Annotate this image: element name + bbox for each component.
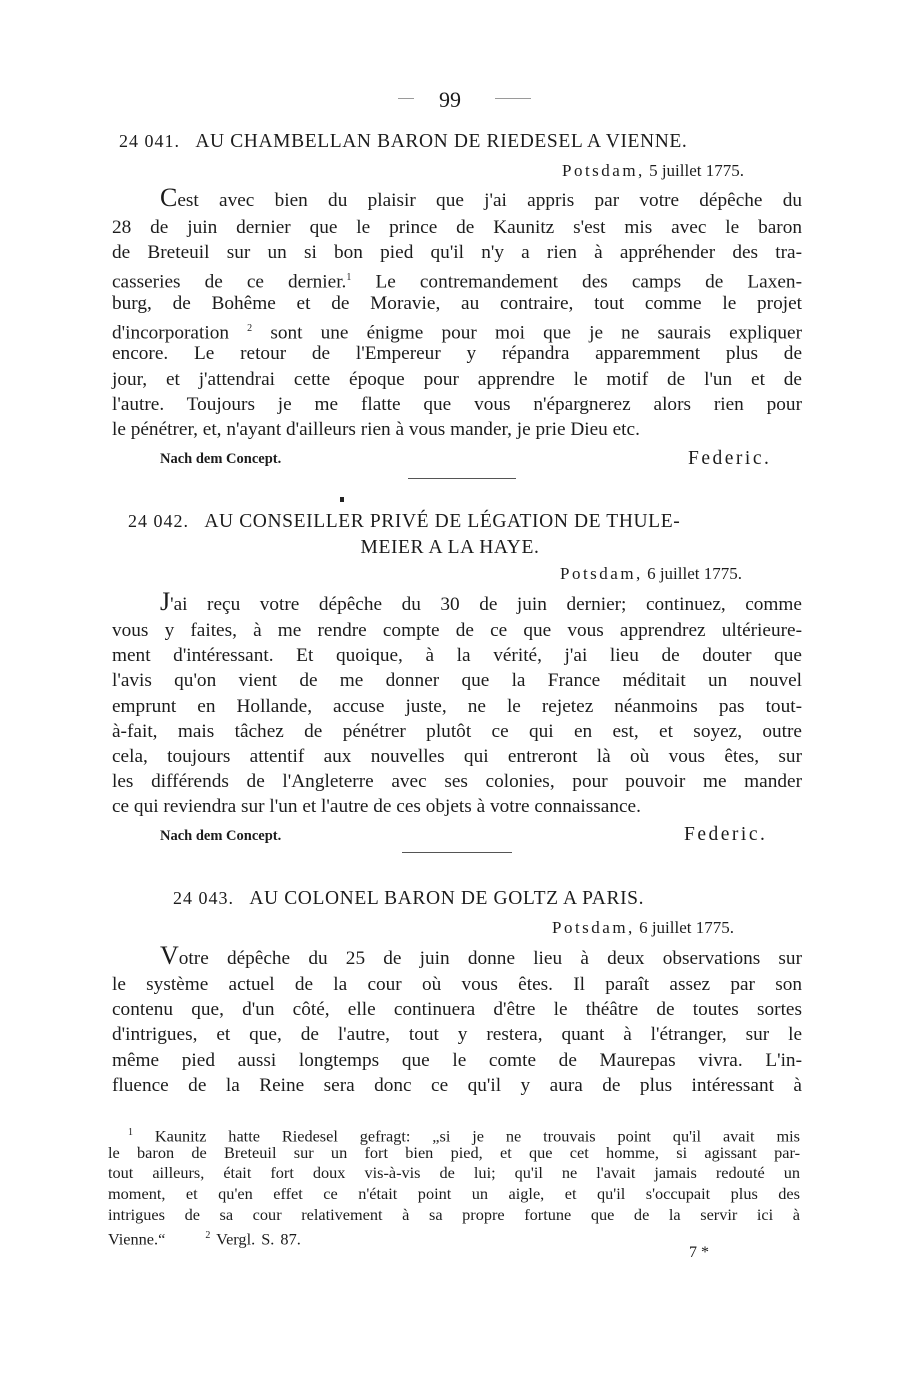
- initial-letter: V: [160, 941, 179, 970]
- dateline-place: Potsdam,: [560, 564, 643, 583]
- footnote-line: $^1$ Kaunitz hatte Riedesel gefragt: „si je ne trouvais point qu'il avait mis: [128, 1126, 800, 1146]
- letter-title: AU COLONEL BARON DE GOLTZ A PARIS.: [249, 888, 645, 909]
- source-note: Nach dem Concept.: [160, 828, 282, 844]
- dateline-date: 6 juillet 1775.: [639, 918, 734, 937]
- signature: Federic.: [688, 448, 772, 469]
- letter-dateline: [562, 161, 744, 181]
- text-line: ce qui reviendra sur l'un et l'autre de ces objets à votre connaissance.: [112, 796, 641, 817]
- text-line: fluence de la Reine sera donc ce qu'il y aura de plus intéressant à: [112, 1075, 802, 1096]
- footnote-line: Vienne.“ $^2$ Vergl. S. 87.: [108, 1229, 301, 1249]
- footnote-mark: 1: [128, 1127, 133, 1138]
- letter-heading: [119, 131, 687, 153]
- text-line: les différends de l'Angleterre avec ses colonies, pour pouvoir me mander: [112, 771, 802, 792]
- text-line: contenu que, d'un côté, elle continuera d'être le théâtre de toutes sortes: [112, 999, 802, 1020]
- footnote-line: moment, et qu'en effet ce n'était point un aigle, et qu'il s'occupait plus des: [108, 1184, 800, 1203]
- footnote-line: le baron de Breteuil sur un fort bien pied, et que cet homme, si agissant par-: [108, 1143, 800, 1162]
- section-divider: [408, 478, 516, 479]
- text-line: même pied aussi longtemps que le comte de Maurepas vivra. L'in-: [112, 1050, 802, 1071]
- text-line: le pénétrer, et, n'ayant d'ailleurs rien à vous mander, je prie Dieu etc.: [112, 419, 640, 440]
- initial-letter: J: [160, 587, 171, 616]
- section-divider: [402, 852, 512, 853]
- text-line: le système actuel de la cour où vous êtes. Il paraît assez par son: [112, 974, 802, 995]
- text-line: à-fait, mais tâchez de pénétrer plutôt ce qui en est, et soyez, outre: [112, 721, 802, 742]
- text-line: Votre dépêche du 25 de juin donne lieu à deux observations sur: [160, 941, 802, 970]
- letter-title: AU CHAMBELLAN BARON DE RIEDESEL A VIENNE.: [195, 131, 688, 152]
- text-line: vous y faites, à me rendre compte de ce que vous apprendrez ultérieure-: [112, 620, 802, 641]
- letter-heading: [173, 888, 644, 910]
- text-line: de Breteuil sur un si bon pied qu'il n'y a rien à appréhender des tra-: [112, 242, 802, 263]
- letter-title-continued: MEIER A LA HAYE.: [360, 537, 540, 558]
- text-line: J'ai reçu votre dépêche du 30 de juin dernier; continuez, comme: [160, 587, 802, 616]
- signature: Federic.: [684, 824, 768, 845]
- text-line: casseries de ce dernier.$^1$ Le contremandement des camps de Laxen-: [112, 271, 802, 293]
- text-line: emprunt en Hollande, accuse juste, ne le rejetez néanmoins pas tout-: [112, 696, 802, 717]
- letter-heading: [128, 511, 680, 533]
- dateline-date: 6 juillet 1775.: [647, 564, 742, 583]
- footnote-line: tout ailleurs, était fort doux vis-à-vis de lui; qu'il ne l'avait jamais redouté un: [108, 1163, 800, 1182]
- dateline-place: Potsdam,: [552, 918, 635, 937]
- letter-number: 24 041.: [119, 131, 180, 151]
- footnote-ref: 1: [346, 272, 352, 283]
- footnote-ref: 2: [247, 323, 253, 334]
- print-mark: [340, 497, 344, 502]
- footnote-line: intrigues de sa cour relativement à sa propre fortune que de la servir ici à: [108, 1205, 800, 1224]
- text-line: d'incorporation $^2$ sont une énigme pour moi que je ne saurais expliquer: [112, 322, 803, 344]
- text-line: jour, et j'attendrai cette époque pour apprendre le motif de l'un et de: [112, 369, 802, 390]
- text-line: Cest avec bien du plaisir que j'ai appris par votre dépêche du: [160, 183, 802, 212]
- footnote-mark: 2: [205, 1230, 211, 1241]
- header-dash-right: [495, 98, 531, 99]
- text-line: cela, toujours attentif aux nouvelles qui entreront là où vous êtes, sur: [112, 746, 802, 767]
- signature-mark: 7 *: [689, 1244, 709, 1261]
- text-line: d'intrigues, et que, de l'autre, tout y restera, quant à l'étranger, sur le: [112, 1024, 802, 1045]
- text-line: l'autre. Toujours je me flatte que vous n'épargnerez alors rien pour: [112, 394, 802, 415]
- letter-dateline: [560, 564, 742, 584]
- letter-number: 24 043.: [173, 888, 234, 908]
- text-line: l'avis qu'on vient de me donner que la France méditait un nouvel: [112, 670, 802, 691]
- source-note: Nach dem Concept.: [160, 451, 282, 467]
- text-line: encore. Le retour de l'Empereur y répandra apparemment plus de: [112, 343, 802, 364]
- letter-dateline: [552, 918, 734, 938]
- page-number: 99: [439, 87, 461, 112]
- letter-number: 24 042.: [128, 511, 189, 531]
- dateline-place: Potsdam,: [562, 161, 645, 180]
- text-line: burg, de Bohême et de Moravie, au contraire, tout comme le projet: [112, 293, 802, 314]
- footnote-2: Vergl. S. 87.: [216, 1229, 301, 1249]
- text-line: ment d'intéressant. Et quoique, à la vérité, j'ai lieu de douter que: [112, 645, 802, 666]
- initial-letter: C: [160, 183, 178, 212]
- dateline-date: 5 juillet 1775.: [649, 161, 744, 180]
- letter-title: AU CONSEILLER PRIVÉ DE LÉGATION DE THULE-: [204, 511, 681, 532]
- text-line: 28 de juin dernier que le prince de Kaunitz s'est mis avec le baron: [112, 217, 802, 238]
